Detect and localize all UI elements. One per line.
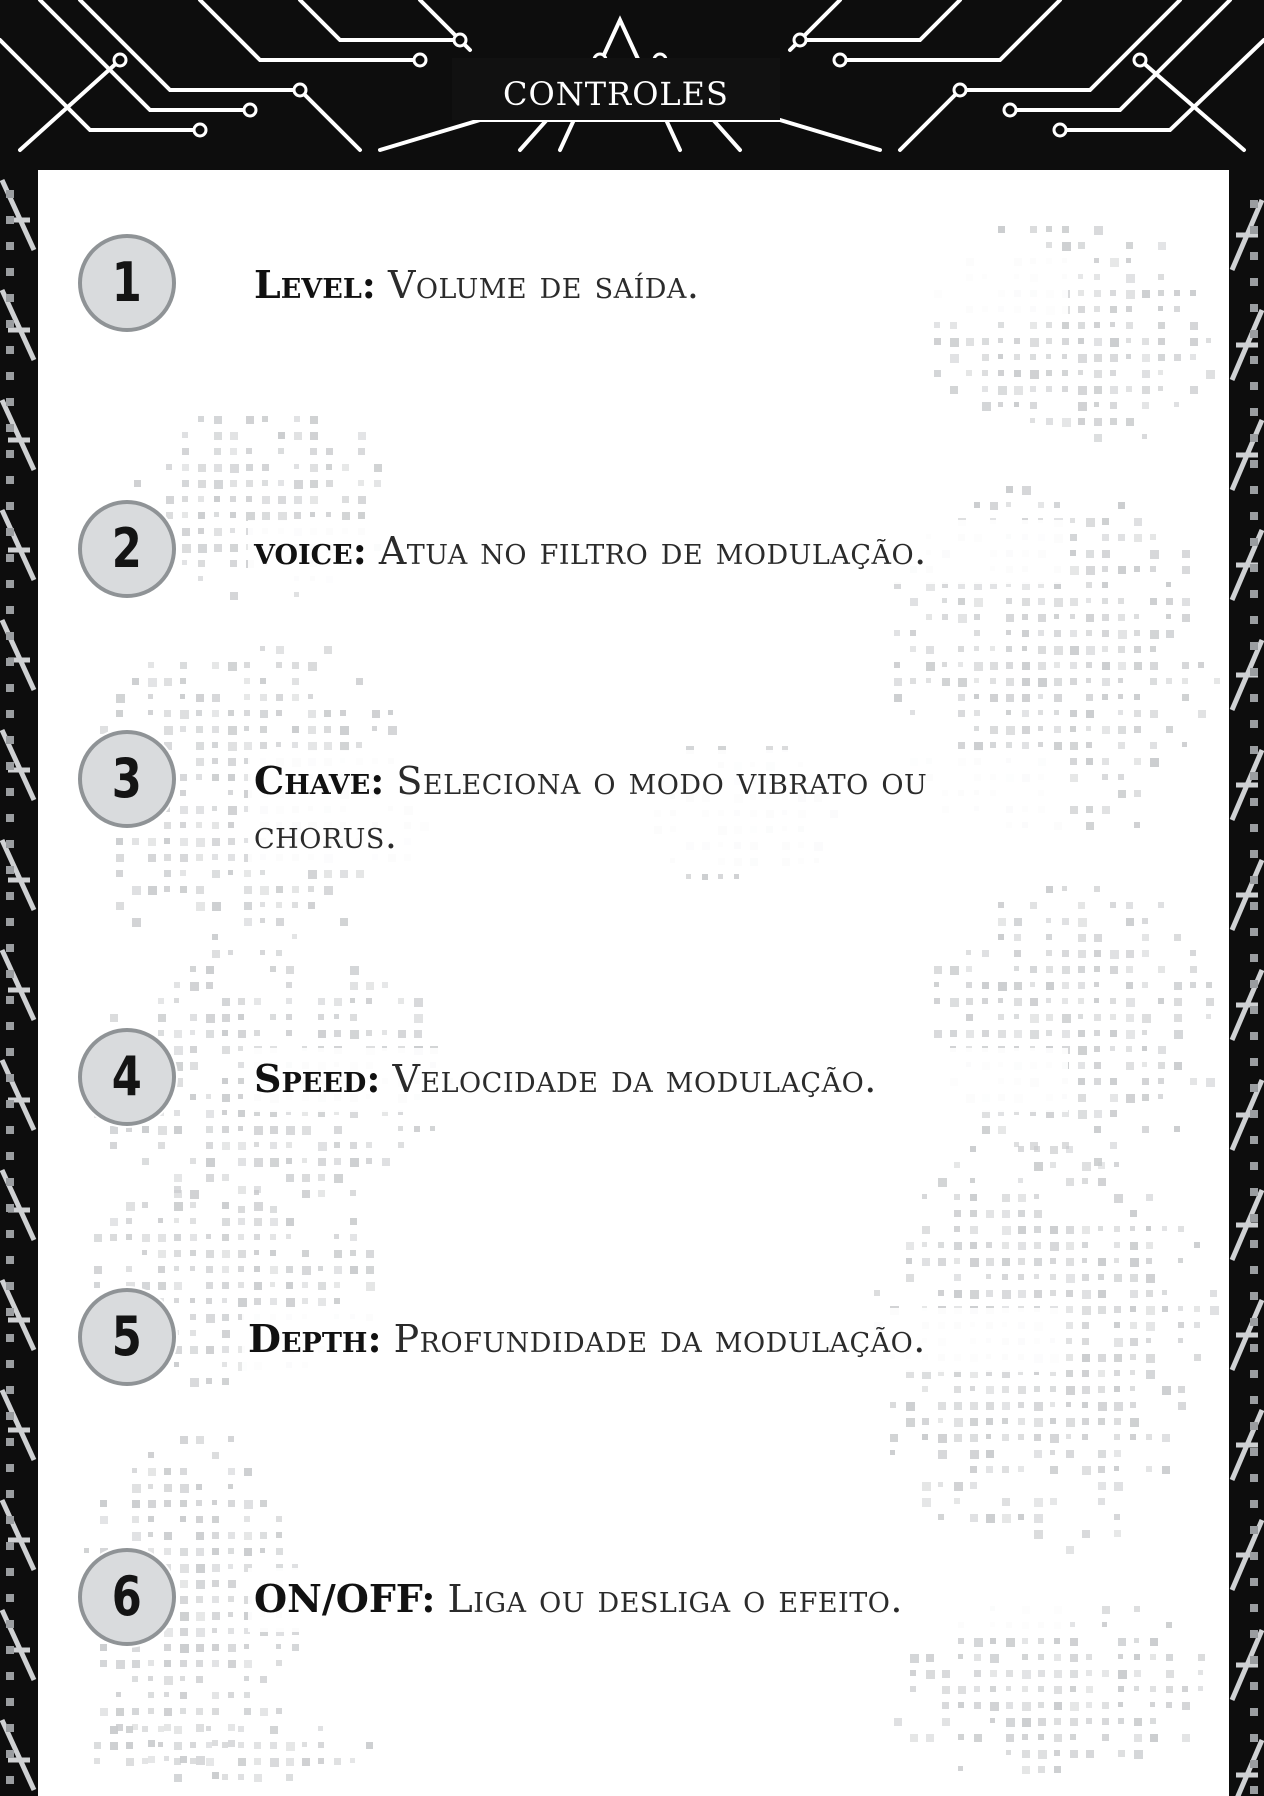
header-banner [0, 0, 1264, 170]
control-label: Level: [254, 262, 376, 307]
badge-number: 5 [111, 1305, 143, 1368]
control-label: voice: [254, 528, 367, 573]
control-text [248, 1048, 1068, 1112]
badge-number: 6 [111, 1565, 143, 1628]
badge-number: 4 [111, 1045, 143, 1108]
control-item-on-off [38, 1548, 1229, 1658]
control-item-chave [38, 730, 1229, 857]
control-item-depth [38, 1288, 1229, 1398]
number-badge [78, 730, 176, 828]
control-description: Velocidade da modulação. [392, 1057, 877, 1101]
badge-number: 1 [111, 251, 143, 314]
control-text [248, 520, 1068, 584]
control-label: Depth: [248, 1316, 382, 1361]
badge-number: 3 [111, 747, 143, 810]
number-badge [78, 1548, 176, 1646]
control-text [248, 1568, 1068, 1632]
control-description: Seleciona o modo vibrato ou chorus. [254, 759, 928, 857]
control-description: Liga ou desliga o efeito. [447, 1577, 903, 1621]
control-description: Profundidade da modulação. [393, 1317, 926, 1361]
title-plate [452, 58, 780, 120]
number-badge [78, 234, 176, 332]
control-label: ON/OFF: [254, 1576, 436, 1621]
number-badge [78, 500, 176, 598]
number-badge [78, 1288, 176, 1386]
control-item-voice [38, 500, 1229, 610]
control-text [248, 750, 1068, 868]
control-text [242, 1308, 1062, 1372]
control-description: Atua no filtro de modulação. [378, 529, 927, 573]
number-badge [78, 1028, 176, 1126]
control-description: Volume de saída. [387, 263, 700, 307]
control-item-level [38, 234, 1229, 344]
control-label: Speed: [254, 1056, 381, 1101]
page-title: controles [503, 62, 729, 116]
control-label: Chave: [254, 758, 385, 803]
badge-number: 2 [111, 517, 143, 580]
controls-panel [38, 170, 1229, 1796]
control-item-speed [38, 1028, 1229, 1138]
control-text [248, 254, 1068, 318]
